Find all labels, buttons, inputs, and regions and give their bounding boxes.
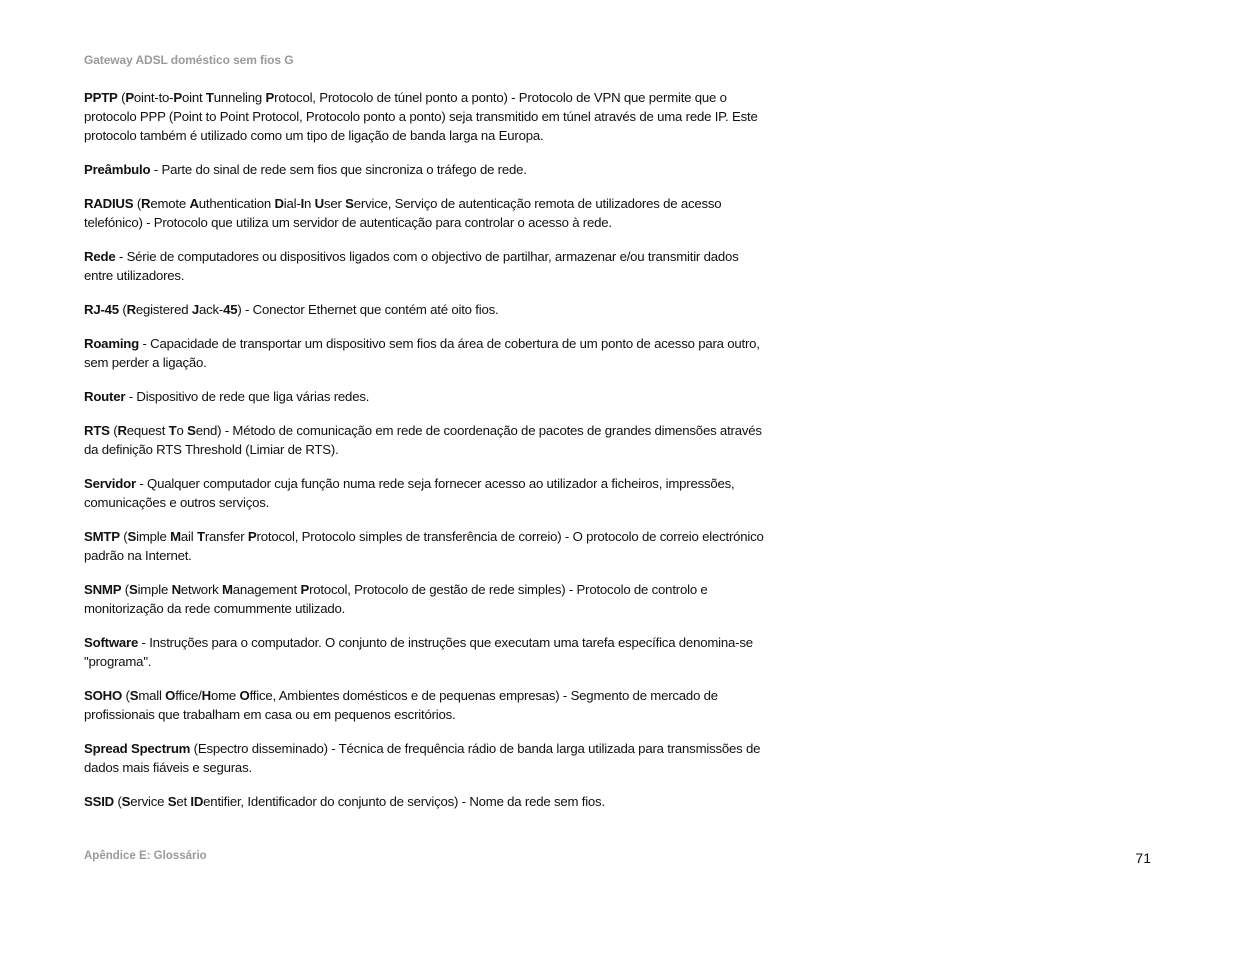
glossary-entry xyxy=(84,527,764,565)
glossary-text: imple xyxy=(137,582,172,597)
glossary-text: imple xyxy=(136,529,171,544)
glossary-term-bold: U xyxy=(314,196,324,211)
glossary-text: - Parte do sinal de rede sem fios que sincroniza o tráfego de rede. xyxy=(150,162,527,177)
glossary-entry xyxy=(84,247,764,285)
glossary-term-bold: SNMP xyxy=(84,582,122,597)
glossary-term-bold: Roaming xyxy=(84,336,140,351)
glossary-term-bold: Software xyxy=(84,635,139,650)
glossary-term-bold: R xyxy=(126,302,136,317)
glossary-entry xyxy=(84,300,764,319)
glossary-term-bold: P xyxy=(247,529,257,544)
glossary-text: etwork xyxy=(180,582,222,597)
glossary-text: ervice, Serviço de autenticação remota de utilizadores de acesso telefónico) - Protocolo que utiliza um servidor de autenticação para controlar o acesso à rede. xyxy=(84,196,722,230)
glossary-term-bold: H xyxy=(201,688,211,703)
glossary-text: rotocol, Protocolo simples de transferência de correio) - O protocolo de correio electrónico padrão na Internet. xyxy=(84,529,764,563)
glossary-text: ome xyxy=(210,688,240,703)
glossary-term-bold: Spread Spectrum xyxy=(84,741,191,756)
glossary-term-bold: Servidor xyxy=(84,476,136,491)
glossary-text: ial- xyxy=(283,196,301,211)
glossary-text: et xyxy=(176,794,191,809)
glossary-text: - Série de computadores ou dispositivos ligados com o objectivo de partilhar, armazenar e/ou transmitir dados entre utilizadores. xyxy=(84,249,739,283)
glossary-entry xyxy=(84,580,764,618)
glossary-text: oint-to- xyxy=(133,90,174,105)
glossary-term-bold: RADIUS xyxy=(84,196,134,211)
glossary-term-bold: M xyxy=(170,529,181,544)
glossary-term-bold: J xyxy=(191,302,199,317)
glossary-text: uthentication xyxy=(198,196,275,211)
glossary-term-bold: P xyxy=(300,582,310,597)
glossary-term-bold: Router xyxy=(84,389,126,404)
glossary-text: ( xyxy=(121,582,129,597)
glossary-text: ( xyxy=(109,423,118,438)
glossary-text: ffice, Ambientes domésticos e de pequenas empresas) - Segmento de mercado de profissionais que trabalham em casa ou em pequenos escritórios. xyxy=(84,688,718,722)
glossary-text: ffice/ xyxy=(175,688,202,703)
glossary-term-bold: S xyxy=(187,423,196,438)
glossary-term-bold: S xyxy=(167,794,177,809)
glossary-text: mall xyxy=(138,688,166,703)
glossary-term-bold: S xyxy=(127,529,137,544)
glossary-text: equest xyxy=(126,423,169,438)
glossary-text: ser xyxy=(323,196,346,211)
glossary-term-bold: R xyxy=(141,196,151,211)
glossary-entry xyxy=(84,160,764,179)
glossary-term-bold: SMTP xyxy=(84,529,120,544)
glossary-term-bold: O xyxy=(239,688,250,703)
glossary-entry xyxy=(84,474,764,512)
glossary-text: oint xyxy=(181,90,206,105)
glossary-term-bold: A xyxy=(189,196,199,211)
glossary-text: ransfer xyxy=(204,529,248,544)
glossary-term-bold: R xyxy=(117,423,127,438)
glossary-text: - Dispositivo de rede que liga várias redes. xyxy=(125,389,370,404)
glossary-text: ) - Conector Ethernet que contém até oito fios. xyxy=(237,302,499,317)
glossary-list xyxy=(84,88,764,826)
glossary-entry xyxy=(84,88,764,145)
glossary-term-bold: S xyxy=(129,688,139,703)
glossary-term-bold: O xyxy=(165,688,176,703)
glossary-term-bold: P xyxy=(265,90,275,105)
glossary-term-bold: RTS xyxy=(84,423,110,438)
glossary-term-bold: S xyxy=(121,794,131,809)
glossary-term-bold: PPTP xyxy=(84,90,118,105)
glossary-term-bold: S xyxy=(128,582,138,597)
glossary-text: - Qualquer computador cuja função numa rede seja fornecer acesso ao utilizador a ficheiros, impressões, comunicações e outros serviços. xyxy=(84,476,735,510)
glossary-term-bold: Rede xyxy=(84,249,116,264)
glossary-text: ( xyxy=(122,688,130,703)
glossary-text: (Espectro disseminado) - Técnica de frequência rádio de banda larga utilizada para transmissões de dados mais fiáveis e seguras. xyxy=(84,741,761,775)
glossary-entry xyxy=(84,739,764,777)
glossary-term-bold: SOHO xyxy=(84,688,123,703)
glossary-text: ( xyxy=(133,196,142,211)
glossary-term-bold: T xyxy=(205,90,214,105)
glossary-text: o xyxy=(176,423,188,438)
glossary-term-bold: S xyxy=(345,196,354,211)
glossary-text: ack- xyxy=(198,302,224,317)
glossary-term-bold: 45 xyxy=(223,302,238,317)
glossary-entry xyxy=(84,792,764,811)
glossary-entry xyxy=(84,334,764,372)
glossary-entry xyxy=(84,633,764,671)
glossary-text: ( xyxy=(113,794,122,809)
glossary-term-bold: SSID xyxy=(84,794,114,809)
glossary-text: ( xyxy=(117,90,126,105)
glossary-entry xyxy=(84,686,764,724)
glossary-entry xyxy=(84,194,764,232)
page-header-title: Gateway ADSL doméstico sem fios G xyxy=(84,53,294,67)
glossary-text: rotocol, Protocolo de túnel ponto a ponto) - Protocolo de VPN que permite que o protocolo PPP (Point to Point Protocol, Protocolo ponto a ponto) seja transmitido em túnel através de uma rede IP. Este protocolo também é utilizado como um tipo de ligação de banda larga na Europa. xyxy=(84,90,758,143)
glossary-term-bold: M xyxy=(222,582,233,597)
glossary-text: ail xyxy=(180,529,197,544)
glossary-text: - Capacidade de transportar um dispositivo sem fios da área de cobertura de um ponto de acesso para outro, sem perder a ligação. xyxy=(84,336,760,370)
glossary-text: - Instruções para o computador. O conjunto de instruções que executam uma tarefa específica denomina-se "programa". xyxy=(84,635,753,669)
glossary-entry xyxy=(84,421,764,459)
glossary-term-bold: RJ-45 xyxy=(84,302,119,317)
glossary-text: ( xyxy=(119,529,128,544)
glossary-term-bold: N xyxy=(171,582,181,597)
glossary-term-bold: I xyxy=(300,196,305,211)
glossary-term-bold: Preâmbulo xyxy=(84,162,151,177)
glossary-term-bold: T xyxy=(196,529,205,544)
glossary-text: egistered xyxy=(135,302,192,317)
glossary-entry xyxy=(84,387,764,406)
glossary-text: entifier, Identificador do conjunto de serviços) - Nome da rede sem fios. xyxy=(203,794,605,809)
glossary-text: ( xyxy=(118,302,127,317)
glossary-term-bold: D xyxy=(274,196,284,211)
glossary-text: unneling xyxy=(213,90,266,105)
glossary-text: n xyxy=(304,196,315,211)
glossary-text: rotocol, Protocolo de gestão de rede simples) - Protocolo de controlo e monitorização da rede comummente utilizado. xyxy=(84,582,708,616)
glossary-term-bold: P xyxy=(125,90,134,105)
glossary-text: anagement xyxy=(232,582,301,597)
glossary-term-bold: P xyxy=(173,90,182,105)
glossary-text: ervice xyxy=(130,794,168,809)
glossary-term-bold: ID xyxy=(190,794,204,809)
glossary-term-bold: T xyxy=(168,423,177,438)
page-number: 71 xyxy=(1135,850,1151,866)
glossary-text: end) - Método de comunicação em rede de coordenação de pacotes de grandes dimensões através da definição RTS Threshold (Limiar de RTS). xyxy=(84,423,762,457)
glossary-text: emote xyxy=(150,196,190,211)
footer-section-label: Apêndice E: Glossário xyxy=(84,850,207,862)
